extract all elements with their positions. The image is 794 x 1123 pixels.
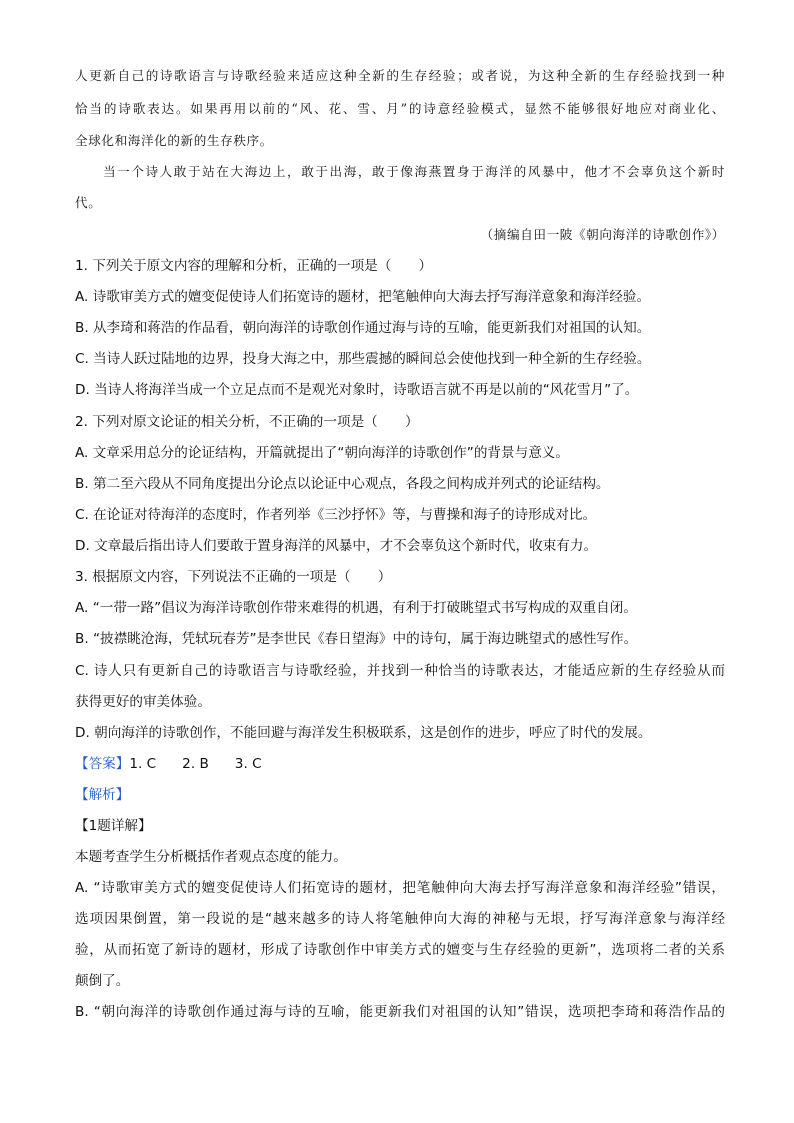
passage-line-5: 代。: [75, 195, 102, 210]
question-1-option-b: B. 从李琦和蒋浩的作品看，朝向海洋的诗歌创作通过海与诗的互喻，能更新我们对祖国的认知。: [75, 320, 651, 336]
question-2-stem: 2. 下列对原文论证的相关分析，不正确的一项是（ ）: [75, 414, 419, 430]
analysis-detail-label: 【1题详解】: [75, 818, 152, 834]
question-3-option-c: C. 诗人只有更新自己的诗歌语言与诗歌经验，并找到一种恰当的诗歌表达，才能适应新的生存经验从而: [75, 663, 725, 679]
question-2-option-c: C. 在论证对待海洋的态度时，作者列举《三沙抒怀》等，与曹操和海子的诗形成对比。: [75, 507, 597, 523]
question-1-option-a: A. 诗歌审美方式的嬗变促使诗人们拓宽诗的题材，把笔触伸向大海去抒写海洋意象和海洋经验。: [75, 289, 651, 305]
analysis-label: 【解析】: [75, 787, 130, 803]
answer-1: 1. C: [129, 756, 157, 772]
question-1-stem: 1. 下列关于原文内容的理解和分析，正确的一项是（ ）: [75, 258, 433, 274]
analysis-line-5: 颠倒了。: [75, 973, 130, 989]
question-2-option-d: D. 文章最后指出诗人们要敢于置身海洋的风暴中，才不会辜负这个新时代，收束有力。: [75, 538, 598, 554]
question-3-option-d: D. 朝向海洋的诗歌创作，不能回避与海洋发生积极联系，这是创作的进步，呼应了时代的发展。: [75, 725, 652, 741]
analysis-line-1: 本题考查学生分析概括作者观点态度的能力。: [75, 849, 347, 865]
question-3-option-a: A. “一带一路”倡议为海洋诗歌创作带来难得的机遇，有利于打破眺望式书写构成的双重自闭。: [75, 600, 637, 616]
question-1-option-d: D. 当诗人将海洋当成一个立足点而不是观光对象时，诗歌语言就不再是以前的“风花雪月”了。: [75, 382, 639, 398]
analysis-line-4: 验，从而拓宽了新诗的题材，形成了诗歌创作中审美方式的嬗变与生存经验的更新”，选项将二者的关系: [75, 942, 725, 958]
answer-row: [75, 754, 725, 774]
passage-line-1: 人更新自己的诗歌语言与诗歌经验来适应这种全新的生存经验；或者说，为这种全新的生存经验找到一种: [75, 68, 725, 83]
question-2-option-b: B. 第二至六段从不同角度提出分论点以论证中心观点，各段之间构成并列式的论证结构。: [75, 476, 610, 492]
analysis-line-2: A. “诗歌审美方式的嬗变促使诗人们拓宽诗的题材，把笔触伸向大海去抒写海洋意象和海洋经验”错误，: [75, 880, 725, 896]
question-1-option-c: C. 当诗人跃过陆地的边界，投身大海之中，那些震撼的瞬间总会使他找到一种全新的生存经验。: [75, 351, 651, 367]
answer-2: 2. B: [182, 756, 209, 772]
question-2-option-a: A. 文章采用总分的论证结构，开篇就提出了“朝向海洋的诗歌创作”的背景与意义。: [75, 445, 569, 461]
answer-3: 3. C: [234, 756, 262, 772]
analysis-line-3: 选项因果倒置，第一段说的是“越来越多的诗人将笔触伸向大海的神秘与无垠，抒写海洋意象与海洋经: [75, 911, 725, 927]
passage-line-2: 恰当的诗歌表达。如果再用以前的“风、花、雪、月”的诗意经验模式，显然不能够很好地应对商业化、: [75, 101, 725, 116]
question-3-stem: 3. 根据原文内容，下列说法不正确的一项是（ ）: [75, 569, 392, 585]
analysis-line-6: B. “朝向海洋的诗歌创作通过海与诗的互喻，能更新我们对祖国的认知”错误，选项把李琦和蒋浩作品的: [75, 1004, 725, 1020]
passage-line-4: 当一个诗人敢于站在大海边上，敢于出海，敢于像海燕置身于海洋的风暴中，他才不会辜负这个新时: [103, 164, 725, 179]
answer-label: 【答案】: [75, 756, 130, 772]
question-3-option-b: B. “披襟眺沧海，凭轼玩春芳”是李世民《春日望海》中的诗句，属于海边眺望式的感性写作。: [75, 631, 638, 647]
passage-line-3: 全球化和海洋化的新的生存秩序。: [75, 133, 273, 148]
passage-source: （摘编自田一陂《朝向海洋的诗歌创作》）: [480, 227, 725, 242]
question-3-option-c-continued: 获得更好的审美体验。: [75, 694, 211, 710]
